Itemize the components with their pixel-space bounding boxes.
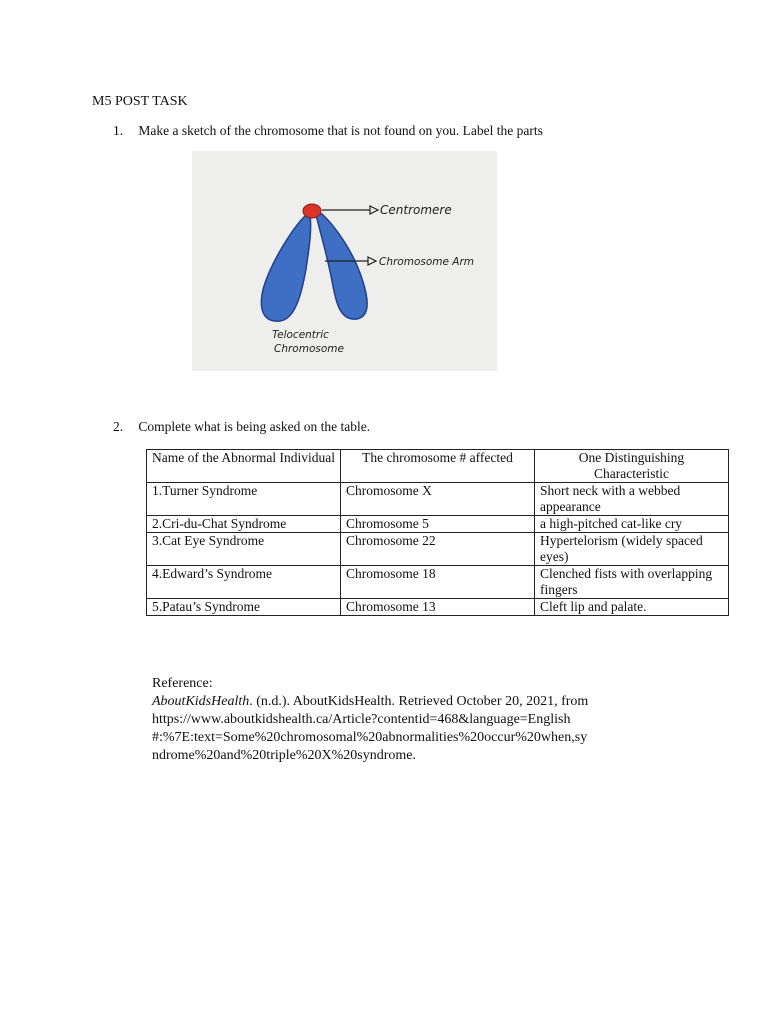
- cell-syndrome-name: 1.Turner Syndrome: [147, 483, 341, 516]
- table-header-row: [147, 450, 729, 483]
- table-row: [147, 599, 729, 616]
- chromosome-drawing: [192, 151, 497, 371]
- header-characteristic: One Distinguishing Characteristic: [535, 450, 729, 483]
- cell-chromosome: Chromosome 22: [341, 533, 535, 566]
- header-chromosome-affected: The chromosome # affected: [341, 450, 535, 483]
- table-row: [147, 566, 729, 599]
- cell-chromosome: Chromosome 13: [341, 599, 535, 616]
- cell-syndrome-name: 2.Cri-du-Chat Syndrome: [147, 516, 341, 533]
- question-2-text: Complete what is being asked on the table.: [138, 419, 371, 434]
- question-2: [113, 419, 370, 435]
- centromere-dot: [303, 204, 321, 218]
- cell-syndrome-name: 5.Patau’s Syndrome: [147, 599, 341, 616]
- cell-syndrome-name: 4.Edward’s Syndrome: [147, 566, 341, 599]
- centromere-label: Centromere: [380, 203, 452, 217]
- cell-characteristic: Cleft lip and palate.: [535, 599, 729, 616]
- arm-arrowhead: [368, 257, 376, 265]
- question-1: [113, 123, 543, 139]
- cell-chromosome: Chromosome X: [341, 483, 535, 516]
- question-1-number: 1.: [113, 123, 124, 138]
- cell-characteristic: Short neck with a webbed appearance: [535, 483, 729, 516]
- reference-section: [152, 675, 592, 765]
- cell-characteristic: Clenched fists with overlapping fingers: [535, 566, 729, 599]
- left-chromosome-arm: [261, 215, 310, 321]
- table-row: [147, 533, 729, 566]
- sketch-caption-line-2: Chromosome: [274, 343, 344, 355]
- question-1-text: Make a sketch of the chromosome that is not found on you. Label the parts: [138, 123, 543, 138]
- cell-characteristic: Hypertelorism (widely spaced eyes): [535, 533, 729, 566]
- centromere-arrowhead: [370, 206, 378, 214]
- reference-source-title: AboutKidsHealth: [152, 694, 250, 709]
- reference-citation: [152, 693, 592, 765]
- question-2-number: 2.: [113, 419, 124, 434]
- header-abnormal-individual: Name of the Abnormal Individual: [147, 450, 341, 483]
- reference-label: Reference:: [152, 676, 213, 691]
- table-row: [147, 516, 729, 533]
- right-chromosome-arm: [316, 214, 367, 319]
- cell-chromosome: Chromosome 18: [341, 566, 535, 599]
- cell-characteristic: a high-pitched cat-like cry: [535, 516, 729, 533]
- chromosome-arm-label: Chromosome Arm: [379, 256, 475, 268]
- table-row: [147, 483, 729, 516]
- chromosome-sketch: [192, 151, 497, 371]
- page-title: M5 POST TASK: [92, 94, 188, 109]
- sketch-caption-line-1: Telocentric: [272, 329, 329, 341]
- cell-chromosome: Chromosome 5: [341, 516, 535, 533]
- cell-syndrome-name: 3.Cat Eye Syndrome: [147, 533, 341, 566]
- chromosome-abnormality-table: [146, 449, 729, 616]
- reference-url[interactable]: https://www.aboutkidshealth.ca/Article?contentid=468&language=English#:%7E:text=Some%20chromosomal%20abnormalities%20occur%20when,syndrome%20and%20triple%20X%20syndrome.: [152, 712, 588, 763]
- reference-details: . (n.d.). AboutKidsHealth. Retrieved October 20, 2021, from: [249, 694, 589, 709]
